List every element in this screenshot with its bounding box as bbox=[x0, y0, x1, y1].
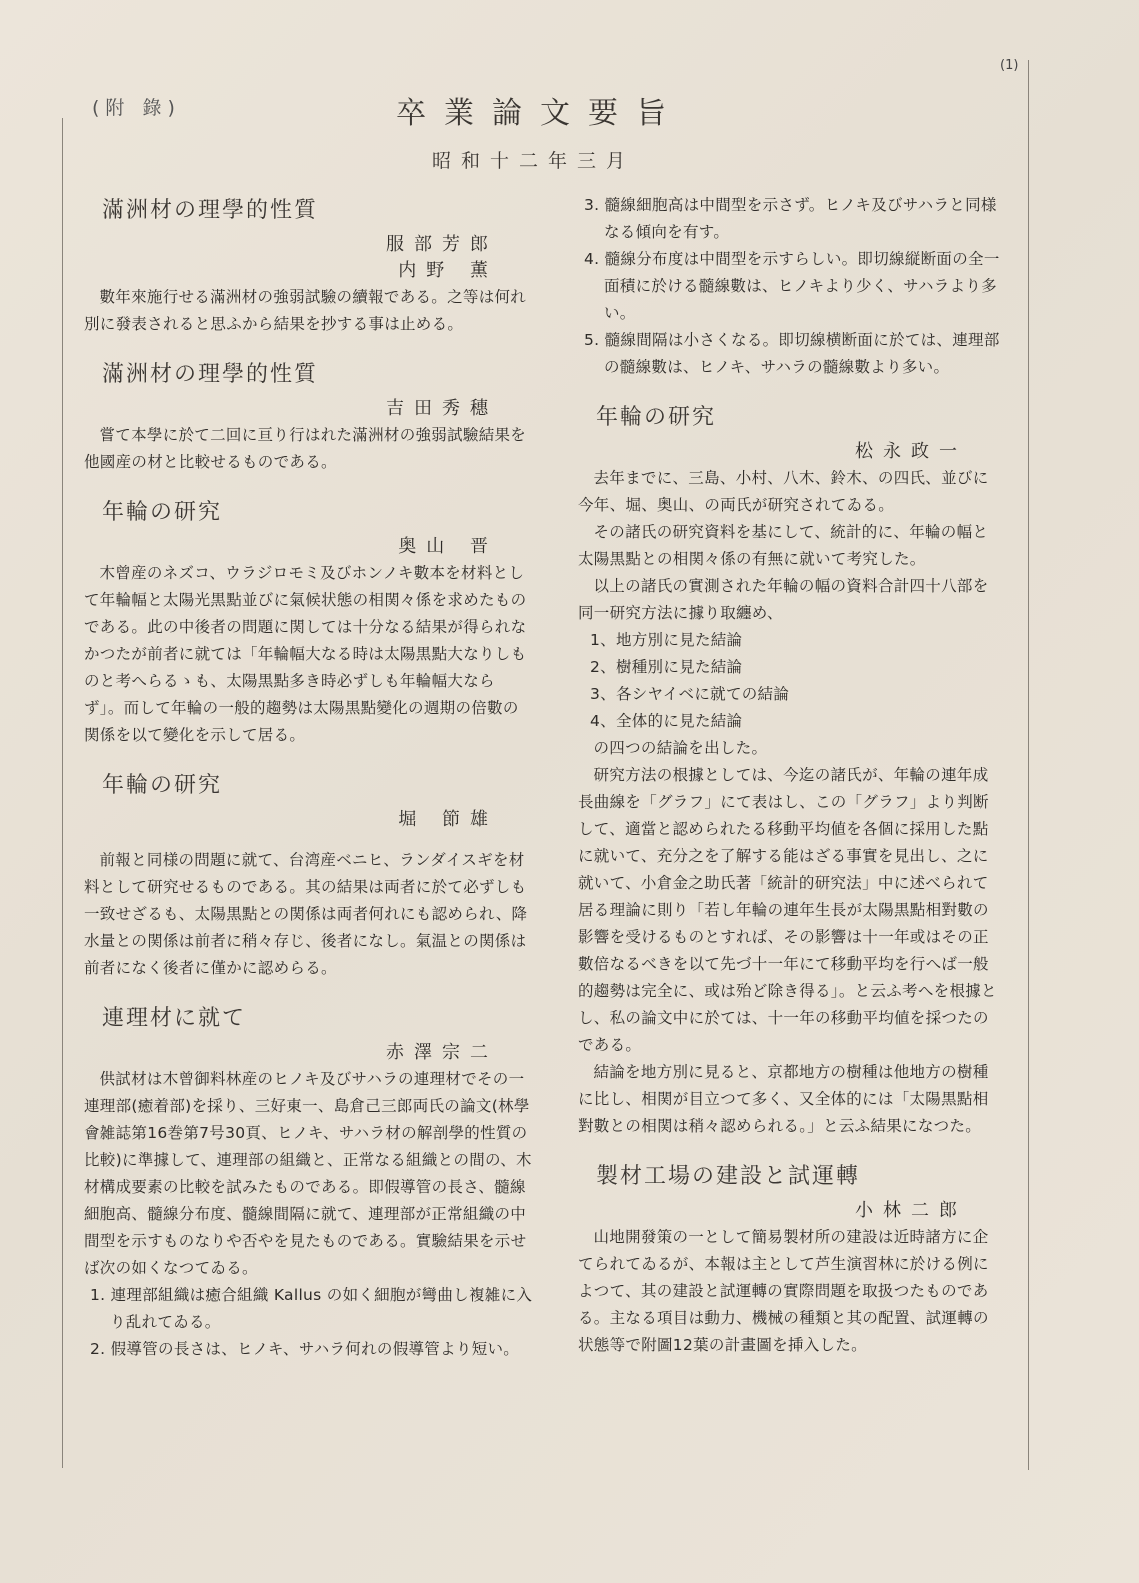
author-name: 松永政一 bbox=[855, 441, 967, 462]
result-item: 1. 連理部組織は癒合組織 Kallus の如く細胞が彎曲し複雑に入り乱れてゐる。 bbox=[90, 1286, 533, 1331]
abstract-section bbox=[578, 1162, 1003, 1359]
abstract-paragraph: 數年來施行せる滿洲材の強弱試驗の續報である。之等は何れ別に發表されると思ふから結果を抄する事は止める。 bbox=[84, 288, 527, 333]
section-title: 年輪の研究 bbox=[102, 500, 223, 525]
section-title: 連理材に就て bbox=[102, 1006, 247, 1031]
author-name: 奥山 晋 bbox=[398, 536, 498, 557]
section-title: 滿洲材の理學的性質 bbox=[102, 362, 319, 387]
abstract-section bbox=[84, 360, 534, 476]
abstract-paragraph: 木曾産のネズコ、ウラジロモミ及びホンノキ數本を材料として年輪幅と太陽光黒點並びに氣候状態の相関々係を求めたものである。此の中後者の問題に関しては十分なる結果が得られなかつたが前者に就ては「年輪幅大なる時は太陽黒點大なりしものと考へらるゝも、太陽黒點多き時必ずしも年輪幅大ならず」。而して年輪の一般的趨勢は太陽黒點變化の週期の倍數の関係を以て變化を示して居る。 bbox=[84, 564, 527, 744]
conclusion-item: 3、各シヤイベに就ての結論 bbox=[590, 685, 790, 703]
author-name: 赤澤宗二 bbox=[386, 1042, 498, 1063]
result-item: 2. 假導管の長さは、ヒノキ、サハラ何れの假導管より短い。 bbox=[90, 1340, 520, 1358]
section-title: 製材工場の建設と試運轉 bbox=[596, 1164, 861, 1189]
page-title: 卒業論文要旨 bbox=[396, 96, 684, 131]
author-name: 内野 薫 bbox=[398, 260, 498, 281]
result-item: 5. 髓線間隔は小さくなる。即切線横断面に於ては、連理部の髓線數は、ヒノキ、サハラの髓線數より多い。 bbox=[584, 331, 1000, 376]
abstract-paragraph: 去年までに、三島、小村、八木、鈴木、の四氏、並びに今年、堀、奥山、の両氏が研究されてゐる。 bbox=[578, 469, 989, 514]
abstract-section bbox=[84, 771, 534, 982]
abstract-section bbox=[84, 1004, 534, 1363]
section-title: 年輪の研究 bbox=[596, 405, 717, 430]
conclusion-item: 4、全体的に見た結論 bbox=[590, 712, 743, 730]
author-name: 吉田秀穗 bbox=[386, 398, 498, 419]
abstract-paragraph: 前報と同様の問題に就て、台湾産ベニヒ、ランダイスギを材料として研究せるものである。其の結果は両者に於て必ずしも一致せざるも、太陽黒點との関係は両者何れにも認められ、降水量との関係は前者に稍々存じ、後者になし。氣温との関係は前者になく後者に僅かに認めらる。 bbox=[84, 851, 528, 977]
abstract-paragraph: の四つの結論を出した。 bbox=[593, 739, 768, 757]
abstract-section bbox=[84, 196, 534, 338]
abstract-paragraph: 嘗て本學に於て二回に亘り行はれた滿洲材の強弱試驗結果を他國産の材と比較せるものである。 bbox=[84, 426, 527, 471]
author-name: 服部芳郎 bbox=[386, 234, 498, 255]
appendix-tag: (附 錄) bbox=[92, 97, 181, 119]
abstract-paragraph: 研究方法の根據としては、今迄の諸氏が、年輪の連年成長曲線を「グラフ」にて表はし、この「グラフ」より判断して、適當と認められたる移動平均値を各個に採用した點に就いて、充分之を了解する能はざる事實を見出し、之に就いて、小倉金之助氏著「統計的研究法」中に述べられて居る理論に則り「若し年輪の連年生長が太陽黒點相對數の影響を受けるものとすれば、その影響は十一年或はその正數倍なるべきを以て先づ十一年にて移動平均を行へば一般的趨勢は完全に、或は殆ど除き得る」。と云ふ考へを根據とし、私の論文中に於ては、十一年の移動平均値を採つたのである。 bbox=[578, 766, 997, 1054]
abstract-section bbox=[84, 498, 534, 749]
conclusion-item: 2、樹種別に見た結論 bbox=[590, 658, 743, 676]
section-title: 年輪の研究 bbox=[102, 773, 223, 798]
result-item: 3. 髓線細胞高は中間型を示さず。ヒノキ及びサハラと同様なる傾向を有す。 bbox=[584, 196, 997, 241]
right-column bbox=[578, 192, 1003, 1359]
left-margin-rule bbox=[62, 118, 63, 1468]
left-column bbox=[84, 196, 534, 1363]
abstract-section bbox=[578, 403, 1003, 1140]
section-title: 滿洲材の理學的性質 bbox=[102, 198, 319, 223]
abstract-paragraph: 供試材は木曾御料林産のヒノキ及びサハラの連理材でその一連理部(癒着部)を採り、三好東一、島倉己三郎両氏の論文(林學會雑誌第16巻第7号30頁、ヒノキ、サハラ材の解剖學的性質の比較)に準據して、連理部の組織と、正常なる組織との間の、木材構成要素の比較を試みたものである。即假導管の長さ、髓線細胞高、髓線分布度、髓線間隔に就て、連理部が正常組織の中間型を示すものなりや否やを見たものである。實驗結果を示せば次の如くなつてゐる。 bbox=[84, 1070, 532, 1277]
author-name: 堀 節雄 bbox=[398, 809, 498, 830]
right-margin-rule bbox=[1028, 60, 1029, 1470]
abstract-paragraph: 結論を地方別に見ると、京都地方の樹種は他地方の樹種に比し、相関が目立つて多く、又全体的には「太陽黒點相對數との相関は稍々認められる。」と云ふ結果になつた。 bbox=[578, 1063, 989, 1135]
date-line: 昭和十二年三月 bbox=[432, 150, 636, 172]
abstract-paragraph: 以上の諸氏の實測された年輪の幅の資料合計四十八部を同一研究方法に據り取纏め、 bbox=[578, 577, 989, 622]
abstract-paragraph: その諸氏の研究資料を基にして、統計的に、年輪の幅と太陽黒點との相関々係の有無に就いて考究した。 bbox=[578, 523, 989, 568]
conclusion-item: 1、地方別に見た結論 bbox=[590, 631, 743, 649]
author-name: 小林二郎 bbox=[855, 1200, 967, 1221]
page-number: (1) bbox=[1000, 58, 1019, 73]
abstract-paragraph: 山地開發策の一として簡易製材所の建設は近時諸方に企てられてゐるが、本報は主として芦生演習林に於ける例によつて、其の建設と試運轉の實際問題を取扱つたものである。主なる項目は動力、機械の種類と其の配置、試運轉の状態等で附圖12葉の計畫圖を挿入した。 bbox=[578, 1228, 989, 1354]
result-item: 4. 髓線分布度は中間型を示すらしい。即切線縦断面の全一面積に於ける髓線數は、ヒノキより少く、サハラより多い。 bbox=[584, 250, 1000, 322]
